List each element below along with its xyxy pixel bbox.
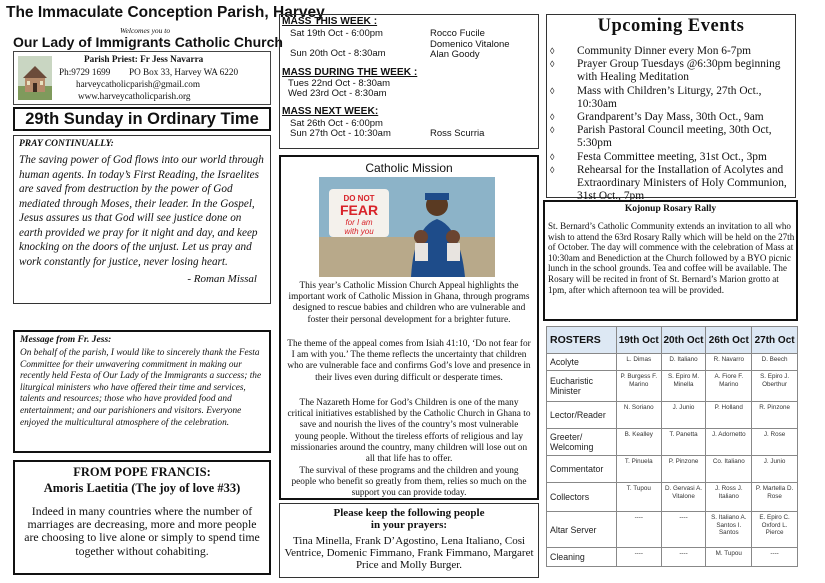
roster-cell: J. Adornetto (706, 429, 752, 456)
roster-cell: D. Beech (752, 354, 798, 371)
roster-cell: B. Kealley (616, 429, 661, 456)
mass-next-week-heading: MASS NEXT WEEK: (282, 106, 379, 117)
pray-continually-box (13, 135, 271, 304)
event-item (550, 151, 794, 164)
roster-row (547, 402, 798, 429)
event-item (550, 45, 794, 58)
roster-cell: Co. Italiano (706, 456, 752, 483)
event-item (550, 164, 794, 204)
pray-text: The saving power of God flows into our world through human agents. In today’s First Reading, the Israelites are saved from destruction by the power of God mediated through Moses, their leader. In the Gospel, Jesus assures us that God will see justice done on earth provided we pray for it night and day, and keep knocking on the doors of the unjust. Let us pray and work constantly for justice, never losing heart. (19, 154, 264, 268)
parish-priest: Parish Priest: Fr Jess Navarra (84, 54, 204, 64)
roster-cell: S. Italiano A. Santos I. Santos (706, 512, 752, 548)
diamond-bullet-icon: ◊ (550, 46, 555, 56)
roster-cell: P. Burgess F. Marino (616, 371, 661, 402)
event-text: Festa Committee meeting, 31st Oct., 3pm (577, 150, 767, 163)
pope-subheading: Amoris Laetitia (The joy of love #33) (43, 481, 241, 495)
roster-cell: T. Pinuela (616, 456, 661, 483)
mass-next-sat: Sat 26th Oct - 6:00pm (290, 118, 383, 129)
events-title: Upcoming Events (597, 16, 745, 36)
pope-francis-box (13, 460, 271, 575)
contact-box (13, 51, 271, 105)
roster-cell: D. Gervasi A. Vitalone (661, 483, 706, 512)
roster-role: Lector/Reader (547, 402, 617, 429)
welcome-text: Welcomes you to (120, 26, 171, 35)
mass-during-tues: Tues 22nd Oct - 8:30am (288, 78, 391, 89)
events-list (550, 45, 794, 203)
roster-cell: L. Dimas (616, 354, 661, 371)
catholic-mission-box (279, 155, 539, 500)
mission-paragraph-3: The Nazareth Home for God’s Children is one of the many critical initiatives established by the Catholic Church in Ghana to save and nourish the lives of the country’s most vulnerable young people. Without the tireless efforts of religious and lay missionaries around the country, many children will lose out on all that life has to offer. (287, 398, 531, 465)
roster-cell: P. Holland (706, 402, 752, 429)
roster-cell: ---- (752, 548, 798, 567)
roster-cell: R. Navarro (706, 354, 752, 371)
event-item (550, 111, 794, 124)
diamond-bullet-icon: ◊ (550, 112, 555, 123)
roster-cell: E. Epiro C. Oxford L. Pierce (752, 512, 798, 548)
roster-row (547, 456, 798, 483)
roster-role: Commentator (547, 456, 617, 483)
mass-this-week-sat: Sat 19th Oct - 6:00pm (290, 28, 383, 39)
roster-role: Greeter/ Welcoming (547, 429, 617, 456)
roster-cell: N. Soriano (616, 402, 661, 429)
roster-cell: ---- (661, 548, 706, 567)
roster-cell: J. Junio (752, 456, 798, 483)
event-text: Rehearsal for the Installation of Acolytes and Extraordinary Ministers of Holy Communion, 31st Oct., 7pm (577, 163, 787, 203)
mass-times-box (279, 14, 539, 149)
roster-cell: J. Junio (661, 402, 706, 429)
prayers-text: Tina Minella, Frank D’Agostino, Lena Italiano, Cosi Ventrice, Domenic Fimmano, Frank Fimmano, Margaret Price and Molly Burger. (284, 535, 534, 571)
mission-paragraph-4: The survival of these programs and the children and young people who benefit so greatly from them, relies so much on the support you can provide today. (291, 466, 527, 499)
roster-row (547, 371, 798, 402)
event-item (550, 58, 794, 84)
roster-cell: ---- (616, 548, 661, 567)
roster-cell: R. Pinzone (752, 402, 798, 429)
roster-cell: M. Tupou (706, 548, 752, 567)
roster-row (547, 548, 798, 567)
roster-date-3: 26th Oct (706, 327, 752, 354)
pray-signature: - Roman Missal (187, 273, 257, 285)
parish-title: The Immaculate Conception Parish, Harvey (6, 4, 325, 21)
church-name: Our Lady of Immigrants Catholic Church (13, 34, 283, 50)
roster-role: Cleaning (547, 548, 617, 567)
mass-next-sun: Sun 27th Oct - 10:30am (290, 128, 391, 139)
event-item (550, 85, 794, 111)
mass-reader-1: Rocco Fucile (430, 28, 485, 39)
roster-row (547, 483, 798, 512)
fr-message-box (13, 330, 271, 453)
event-text: Prayer Group Tuesdays @6:30pm beginning with Healing Meditation (577, 58, 781, 84)
roster-role: Altar Server (547, 512, 617, 548)
diamond-bullet-icon: ◊ (550, 125, 555, 136)
diamond-bullet-icon: ◊ (550, 59, 555, 70)
event-text: Community Dinner every Mon 6-7pm (577, 45, 752, 57)
mission-photo-text-4: with you (344, 227, 374, 236)
roster-row (547, 512, 798, 548)
event-text: Mass with Children’s Liturgy, 27th Oct., 10:30am (577, 84, 762, 110)
mass-during-week-heading: MASS DURING THE WEEK : (282, 67, 418, 78)
diamond-bullet-icon: ◊ (550, 151, 555, 162)
roster-cell: J. Ross J. Italiano (706, 483, 752, 512)
roster-cell: D. Italiano (661, 354, 706, 371)
roster-title: ROSTERS (547, 327, 617, 354)
sunday-title: 29th Sunday in Ordinary Time (13, 107, 271, 131)
mission-photo-text-1: DO NOT (343, 194, 375, 203)
event-text: Parish Pastoral Council meeting, 30th Oct, 5:30pm (577, 124, 772, 150)
rosary-rally-box (543, 200, 798, 321)
mass-next-names: Ross Scurria (430, 128, 485, 139)
mission-photo-text-3: for I am (345, 218, 373, 227)
upcoming-events-box (546, 14, 796, 203)
email-link[interactable]: harveycatholicparish@gmail.com (76, 79, 201, 89)
roster-cell: J. Rose (752, 429, 798, 456)
roster-role: Eucharistic Minister (547, 371, 617, 402)
roster-row (547, 354, 798, 371)
church-building-icon (18, 56, 52, 100)
prayers-heading-1: Please keep the following people (333, 507, 485, 519)
mission-paragraph-1: This year’s Catholic Mission Church Appeal highlights the important work of Catholic Mission in Ghana, through programs designed to rescue babies and children who are vulnerable and foster their personal development for a brighter future. (288, 281, 530, 325)
roster-cell: A. Fiore F. Marino (706, 371, 752, 402)
website-link[interactable]: www.harveycatholicparish.org (78, 91, 191, 101)
po-box: PO Box 33, Harvey WA 6220 (129, 67, 239, 77)
rosters-table (546, 326, 798, 567)
diamond-bullet-icon: ◊ (550, 85, 555, 96)
roster-cell: S. Epiro J. Oberthur (752, 371, 798, 402)
roster-date-2: 20th Oct (661, 327, 706, 354)
rally-text: St. Bernard’s Catholic Community extends an invitation to all who wish to attend the 63rd Rosary Rally which will be held on the 27th of October. The day will commence with the celebration of Mass at 10:30am and Benediction at the Church followed by a BYO picnic lunch in the school grounds. Tea and coffee will be available. The Rosary will be recited in front of St. Bernard’s Marion grotto at 1pm, after which afternoon tea will be provided. (548, 221, 795, 295)
mass-reader-3: Alan Goody (430, 49, 480, 60)
roster-cell: ---- (661, 512, 706, 548)
pope-text: Indeed in many countries where the number of marriages are decreasing, more and more people are choosing to live alone or simply to spend time together without cohabiting. (24, 504, 260, 558)
fr-message-heading: Message from Fr. Jess: (20, 335, 112, 345)
roster-date-1: 19th Oct (616, 327, 661, 354)
mass-during-wed: Wed 23rd Oct - 8:30am (288, 88, 387, 99)
roster-role: Acolyte (547, 354, 617, 371)
roster-cell: P. Pinzone (661, 456, 706, 483)
roster-header-row (547, 327, 798, 354)
mass-reader-2: Domenico Vitalone (430, 39, 510, 50)
roster-cell: T. Panetta (661, 429, 706, 456)
rally-title: Kojonup Rosary Rally (624, 204, 717, 214)
phone-number: Ph:9729 1699 (59, 67, 111, 77)
pope-heading: FROM POPE FRANCIS: (73, 465, 211, 479)
roster-cell: T. Tupou (616, 483, 661, 512)
mission-photo (319, 177, 495, 277)
roster-date-4: 27th Oct (752, 327, 798, 354)
prayers-box (279, 503, 539, 578)
mass-this-week-heading: MASS THIS WEEK : (282, 16, 378, 27)
roster-role: Collectors (547, 483, 617, 512)
fr-message-text: On behalf of the parish, I would like to sincerely thank the Festa Committee for their unwavering commitment in making our recently held Festa of Our Lady of the Immigrants a success; the liturgical ministers who have offered their time and services, talents and resources; those who have provided food and entertainment; and our parishioners and visitors. Everyone enjoyed the multicultural atmosphere of the celebration. (20, 348, 262, 428)
roster-row (547, 429, 798, 456)
event-text: Grandparent’s Day Mass, 30th Oct., 9am (577, 111, 764, 124)
mission-title: Catholic Mission (365, 161, 453, 175)
mission-photo-text-2: FEAR (339, 202, 379, 218)
event-item (550, 124, 794, 150)
roster-cell: P. Martella D. Rose (752, 483, 798, 512)
mission-paragraph-2: The theme of the appeal comes from Isiah 41:10, ‘Do not fear for I am with you.’ The theme reflects the uncertainty that children who are vulnerable face and confirms God’s love and presence in their lives even during difficult or desperate times. (287, 339, 531, 383)
diamond-bullet-icon: ◊ (550, 164, 555, 175)
prayers-heading-2: in your prayers: (370, 519, 448, 531)
roster-cell: ---- (616, 512, 661, 548)
pray-heading: PRAY CONTINUALLY: (19, 139, 114, 149)
roster-cell: S. Epiro M. Minella (661, 371, 706, 402)
mass-this-week-sun: Sun 20th Oct - 8:30am (290, 48, 386, 59)
